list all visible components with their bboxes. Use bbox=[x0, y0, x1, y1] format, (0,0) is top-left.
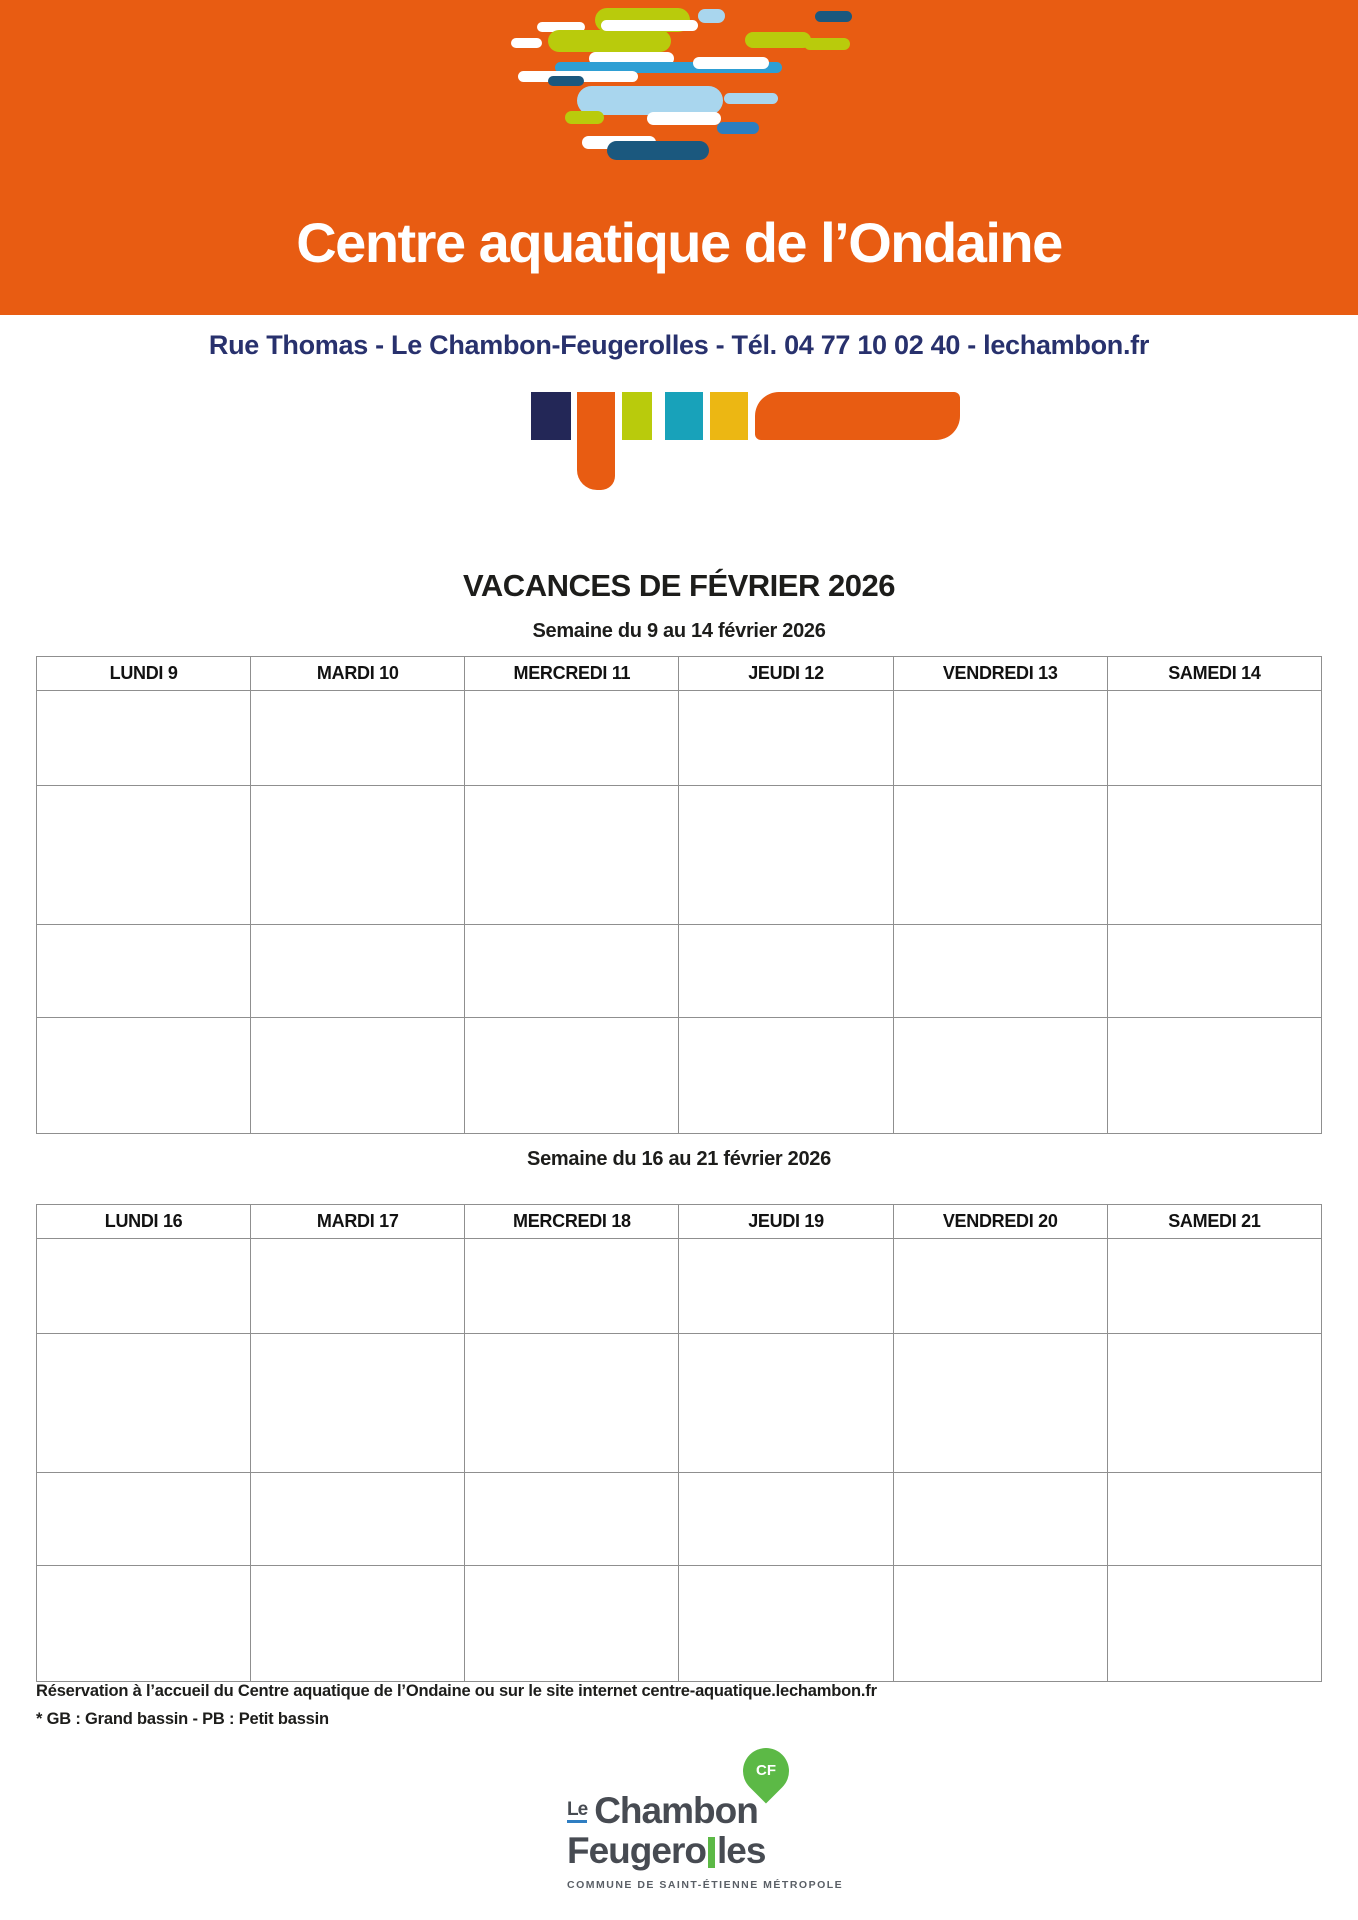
activity-line: Entrée piscine + 3,15€ bbox=[1138, 1429, 1291, 1445]
activity-line: 18h-19h bbox=[326, 1614, 389, 1633]
schedule-table bbox=[36, 656, 1322, 1134]
activity-cell bbox=[251, 1334, 465, 1473]
activity-line: PB* - BASKET bbox=[940, 1404, 1061, 1424]
activity-line: 17h45-19h15 bbox=[950, 950, 1051, 969]
activity-line: Entrée piscine bbox=[308, 904, 408, 920]
activity-cell bbox=[1107, 786, 1321, 925]
activity-line: Dès 16 ans bbox=[314, 1521, 401, 1540]
activity-line: AQUABIKE bbox=[953, 926, 1048, 946]
day-header: VENDREDI 13 bbox=[893, 657, 1107, 691]
activity-line: GB* - PARCOURS LUDIQUE bbox=[711, 787, 861, 830]
activity-line: 17h45-19h15 bbox=[735, 1498, 837, 1517]
activity-cell bbox=[251, 691, 465, 786]
activity-line: Dès 16 ans bbox=[100, 740, 187, 759]
activity-line: Entrée piscine + 3,15€ bbox=[924, 1312, 1077, 1328]
activity-line: 14h-16h30 bbox=[102, 1428, 185, 1447]
activity-line: Entrée piscine bbox=[950, 1452, 1050, 1468]
activity-line: Entrée piscine bbox=[308, 1661, 408, 1677]
activity-line: Dès 16 ans bbox=[528, 740, 615, 759]
day-header: MERCREDI 18 bbox=[465, 1205, 679, 1239]
activity-line: 11h15-13h15 bbox=[94, 717, 194, 736]
activity-line: Entrée piscine + 3,15€ bbox=[924, 997, 1077, 1013]
day-header: VENDREDI 20 bbox=[893, 1205, 1107, 1239]
activity-line: 17h45-19h15 bbox=[735, 950, 837, 969]
logo-art-pill bbox=[693, 57, 769, 69]
activity-line: 8 places bbox=[326, 1089, 390, 1108]
activity-line: 14h-16h30 bbox=[745, 880, 827, 899]
activity-cell bbox=[893, 1239, 1107, 1334]
logo-art-pill bbox=[815, 11, 852, 22]
activity-cell bbox=[679, 925, 893, 1018]
activity-line: Dès 16 ans bbox=[528, 1288, 615, 1307]
activity-line: Dès 16 ans bbox=[743, 1521, 830, 1540]
activity-line: Entrée piscine + 3,15€ bbox=[281, 1312, 434, 1328]
activity-line: 11h15-13h15 bbox=[950, 717, 1050, 736]
activity-line: AQUABIKE bbox=[524, 1241, 620, 1261]
activity-line: OU AQUA VOLLEY bbox=[278, 833, 437, 853]
activity-line: 11h15-13h15 bbox=[522, 1265, 622, 1284]
activity-line: Entrée piscine bbox=[522, 1417, 622, 1434]
activity-line: 14h-16h30 bbox=[102, 880, 185, 899]
logo-art-pill bbox=[647, 112, 721, 125]
empty-cell bbox=[679, 1566, 893, 1682]
activity-line: PB* - BASKET bbox=[83, 1404, 204, 1424]
empty-cell bbox=[893, 1018, 1107, 1134]
week-subtitle: Semaine du 16 au 21 février 2026 bbox=[527, 1148, 831, 1170]
day-header: SAMEDI 21 bbox=[1107, 1205, 1321, 1239]
activity-line: Entrée piscine bbox=[94, 904, 194, 920]
activity-line: Dès 16 ans bbox=[743, 973, 830, 992]
activity-cell bbox=[37, 925, 251, 1018]
activity-line: Dès 16 ans bbox=[314, 973, 401, 992]
activity-line: Dès 16 ans bbox=[743, 740, 830, 759]
activity-line: Entrée piscine + 3,15€ bbox=[67, 1312, 220, 1328]
logo-art-pill bbox=[717, 122, 759, 134]
activity-line: 14h-16h30 bbox=[317, 1428, 399, 1447]
empty-cell bbox=[37, 1018, 251, 1134]
activity-line: OU AQUA VOLLEY bbox=[707, 1381, 865, 1401]
activity-line: 11h15-13h15 bbox=[308, 1265, 408, 1284]
day-header: SAMEDI 14 bbox=[1107, 657, 1321, 691]
activity-line: Entrée piscine + 3,15€ bbox=[924, 764, 1077, 780]
logo-art-pill bbox=[724, 93, 778, 104]
empty-cell bbox=[465, 1018, 679, 1134]
activity-line: Entrée piscine + 3,15€ bbox=[67, 1545, 220, 1561]
activity-line: OU AQUA VOLLEY bbox=[278, 1381, 437, 1401]
activity-line: Entrée piscine + 3,15€ bbox=[67, 997, 220, 1013]
deco-shape bbox=[755, 392, 960, 440]
week-subtitle: Semaine du 9 au 14 février 2026 bbox=[532, 620, 826, 642]
address-line: Rue Thomas - Le Chambon-Feugerolles - Tél. 04 77 10 02 40 - lechambon.fr bbox=[208, 330, 1150, 360]
deco-shape bbox=[531, 392, 571, 440]
activity-line: PB* - BASKET bbox=[940, 856, 1061, 876]
activity-line: 14h-16h30 bbox=[959, 1428, 1041, 1447]
activity-line: 11h15-13h15 bbox=[736, 1265, 836, 1284]
activity-line: OU AQUA VOLLEY bbox=[921, 1381, 1080, 1401]
activity-line: Entrée piscine bbox=[522, 904, 622, 920]
activity-line: GB* - PARCOURS LUDIQUE bbox=[69, 1335, 219, 1378]
activity-line: Dès 16 ans bbox=[957, 1288, 1044, 1307]
activity-line: PB* - BASKET bbox=[83, 856, 204, 876]
activity-line: Dès 16 ans bbox=[957, 973, 1044, 992]
schedule-table bbox=[36, 1204, 1322, 1682]
activity-cell bbox=[465, 1239, 679, 1334]
header-band bbox=[0, 0, 1358, 315]
activity-line: Entrée piscine + 3,15€ bbox=[495, 1312, 648, 1328]
deco-shape bbox=[710, 392, 748, 440]
activity-line: Dès 16 ans bbox=[1171, 1405, 1258, 1424]
footer-legend-note: * GB : Grand bassin - PB : Petit bassin bbox=[36, 1710, 329, 1728]
activity-cell bbox=[37, 786, 251, 925]
logo-art-pill bbox=[548, 76, 584, 86]
activity-line: Entrée piscine bbox=[736, 1452, 836, 1468]
activity-line: 18h-19h bbox=[326, 1066, 389, 1085]
activity-line: AQUABIKE bbox=[310, 926, 405, 946]
activity-cell bbox=[251, 1018, 465, 1134]
activity-line: AQUABIKE bbox=[524, 693, 620, 713]
activity-line: GB* - PARCOURS LUDIQUE bbox=[925, 787, 1075, 830]
activity-cell bbox=[37, 1334, 251, 1473]
activity-line: Entrée piscine + 3,15€ bbox=[710, 1545, 863, 1561]
empty-cell bbox=[679, 1018, 893, 1134]
activity-line: Entrée piscine + 3,15€ bbox=[67, 764, 220, 780]
activity-line: Entrée piscine + 3,15€ bbox=[710, 997, 863, 1013]
activity-cell bbox=[37, 1473, 251, 1566]
activity-line: Entrée piscine + 3,15€ bbox=[710, 764, 863, 780]
deco-shape bbox=[665, 392, 703, 440]
empty-cell bbox=[1107, 1473, 1321, 1566]
logo-feugerolles-part: les bbox=[716, 1830, 766, 1871]
activity-line: 11h15-13h15 bbox=[736, 717, 836, 736]
activity-line: GB* - PARCOURS LUDIQUE bbox=[69, 787, 219, 830]
activity-cell bbox=[893, 691, 1107, 786]
activity-line: MEZZANINE bbox=[306, 1042, 410, 1062]
logo-line-chambon bbox=[567, 1790, 791, 1832]
activity-line: Entrée piscine bbox=[94, 1452, 194, 1468]
logo-art-pill bbox=[565, 111, 604, 124]
activity-line: Dès 16 ans bbox=[314, 1288, 401, 1307]
activity-line: PB* - BASKET bbox=[297, 856, 418, 876]
activity-cell bbox=[37, 691, 251, 786]
activity-line: Entrée piscine + 3,15€ bbox=[495, 764, 648, 780]
activity-line: OU AQUA VOLLEY bbox=[64, 833, 223, 853]
main-title: VACANCES DE FÉVRIER 2026 bbox=[463, 568, 895, 603]
activity-line: Dès 16 ans bbox=[100, 1521, 187, 1540]
activity-line: 17h45-19h15 bbox=[950, 1498, 1051, 1517]
activity-cell bbox=[465, 786, 679, 925]
logo-art-pill bbox=[511, 38, 542, 48]
activity-line: 14h-16h30 bbox=[531, 880, 613, 899]
chambon-logo-pin-icon bbox=[733, 1738, 798, 1803]
activity-line: 11h15-13h15 bbox=[950, 1265, 1050, 1284]
activity-line: GB* - PARCOURS LUDIQUE bbox=[283, 1335, 433, 1378]
logo-art-pill bbox=[601, 20, 698, 31]
activity-line: Entrée piscine + 3,15€ bbox=[710, 1312, 863, 1328]
activity-line: AQUABIKE bbox=[953, 693, 1048, 713]
page-title: Centre aquatique de l’Ondaine bbox=[296, 211, 1062, 274]
activity-line: Entrée piscine + 3,15€ bbox=[281, 1545, 434, 1561]
activity-cell bbox=[679, 691, 893, 786]
activity-line: 14h-16h30 bbox=[317, 880, 399, 899]
activity-line: Dès 16 ans bbox=[100, 973, 187, 992]
logo-art-pill bbox=[607, 141, 709, 160]
activity-line: OU AQUA VOLLEY bbox=[64, 1381, 223, 1401]
activity-line: Entrée piscine + 3,15€ bbox=[281, 764, 434, 780]
day-header: LUNDI 16 bbox=[37, 1205, 251, 1239]
activity-line: 11h15-13h15 bbox=[522, 717, 622, 736]
day-header: MARDI 17 bbox=[251, 1205, 465, 1239]
empty-cell bbox=[1107, 1018, 1321, 1134]
activity-line: GB* - PARCOURS LUDIQUE bbox=[283, 787, 433, 830]
logo-art-pill bbox=[548, 30, 671, 52]
activity-line: PB* - BASKET bbox=[726, 856, 846, 876]
activity-line: 8 places bbox=[326, 1637, 390, 1656]
activity-line: Entrée piscine bbox=[308, 1113, 408, 1129]
activity-line: 14h-16h30 bbox=[745, 1428, 827, 1447]
activity-cell bbox=[679, 1334, 893, 1473]
activity-line: LES BASES DU PILATES bbox=[253, 1567, 463, 1587]
empty-cell bbox=[1107, 691, 1321, 786]
activity-line: 17h45-19h15 bbox=[307, 1498, 408, 1517]
activity-line: 14h-16h30 bbox=[959, 880, 1041, 899]
activity-line: 17h45-19h15 bbox=[307, 950, 408, 969]
logo-line-feugerolles bbox=[567, 1830, 791, 1872]
logo-art-pill bbox=[804, 38, 850, 50]
logo-le: Le bbox=[567, 1799, 587, 1823]
activity-line: AQUABIKE bbox=[310, 1474, 405, 1494]
activity-cell bbox=[893, 786, 1107, 925]
activity-cell bbox=[251, 1239, 465, 1334]
activity-line: 17h45-19h15 bbox=[93, 950, 194, 969]
day-header: LUNDI 9 bbox=[37, 657, 251, 691]
activity-line: AQUABIKE bbox=[96, 1474, 191, 1494]
activity-line: LES BASES DU PILATES bbox=[253, 1019, 463, 1039]
pin-monogram: CF bbox=[756, 1762, 776, 1779]
activity-cell bbox=[1107, 1334, 1321, 1473]
activity-line: GB* - PARCOURS LUDIQUE bbox=[925, 1335, 1075, 1378]
activity-line: 13h30-16h15 bbox=[1164, 1382, 1265, 1401]
activity-line: AQUABIKE bbox=[310, 693, 405, 713]
activity-line: AQUABIKE bbox=[953, 1241, 1048, 1261]
day-header: MERCREDI 11 bbox=[465, 657, 679, 691]
activity-line: 13h30-16h15 bbox=[1164, 834, 1265, 853]
activity-line: Entrée piscine + 3,15€ bbox=[1138, 881, 1291, 897]
activity-cell bbox=[893, 1334, 1107, 1473]
activity-line: OU AQUA VOLLEY bbox=[921, 833, 1080, 853]
activity-line: Dès 16 ans bbox=[957, 1521, 1044, 1540]
footer-reservation-note: Réservation à l’accueil du Centre aquatique de l’Ondaine ou sur le site internet centre-aquatique.lechambon.fr bbox=[36, 1682, 877, 1700]
activity-line: PB* - BASKET bbox=[297, 1404, 418, 1424]
empty-cell bbox=[465, 1473, 679, 1566]
activity-line: AQUABIKE bbox=[738, 1474, 834, 1494]
deco-shape bbox=[577, 392, 615, 490]
activity-cell bbox=[679, 786, 893, 925]
activity-cell bbox=[465, 1334, 679, 1473]
empty-cell bbox=[465, 1566, 679, 1682]
empty-cell bbox=[1107, 925, 1321, 1018]
logo-chambon: Chambon bbox=[594, 1790, 758, 1831]
activity-line: Entrée piscine bbox=[736, 904, 836, 920]
activity-line: WATER-BALL bbox=[514, 1369, 630, 1390]
activity-line: AQUABIKE bbox=[738, 926, 834, 946]
activity-cell bbox=[679, 1473, 893, 1566]
activity-line: Entrée piscine bbox=[308, 1452, 408, 1468]
activity-line: Dès 16 ans bbox=[100, 1288, 187, 1307]
activity-cell bbox=[893, 925, 1107, 1018]
activity-line: Dès 16 ans bbox=[743, 1288, 830, 1307]
activity-cell bbox=[679, 1239, 893, 1334]
activity-line: OU AQUA VOLLEY bbox=[492, 833, 651, 853]
activity-cell bbox=[251, 1473, 465, 1566]
logo-art-pill bbox=[745, 32, 811, 48]
day-header: JEUDI 12 bbox=[679, 657, 893, 691]
activity-line: AQUABIKE bbox=[96, 926, 191, 946]
logo-subtitle: COMMUNE DE SAINT-ÉTIENNE MÉTROPOLE bbox=[567, 1879, 844, 1891]
activity-line: OU AQUA VOLLEY bbox=[707, 833, 865, 853]
activity-line: AQUABIKE bbox=[96, 693, 191, 713]
activity-line: Dès 16 ans bbox=[314, 740, 401, 759]
activity-line: PB* - BASKET bbox=[512, 856, 632, 876]
empty-cell bbox=[1107, 1566, 1321, 1682]
activity-cell bbox=[37, 1239, 251, 1334]
activity-cell bbox=[893, 1473, 1107, 1566]
empty-cell bbox=[893, 1566, 1107, 1682]
activity-line: 17h45-19h15 bbox=[93, 1498, 194, 1517]
activity-line: 11h15-13h15 bbox=[94, 1265, 194, 1284]
empty-cell bbox=[1107, 1239, 1321, 1334]
activity-line: Entrée piscine bbox=[950, 904, 1050, 920]
empty-cell bbox=[37, 1566, 251, 1682]
activity-cell bbox=[251, 786, 465, 925]
activity-line: Dès 16 ans bbox=[1171, 857, 1258, 876]
logo-feugerolles-part: Feugero bbox=[567, 1830, 706, 1871]
logo-art-pill bbox=[698, 9, 725, 23]
activity-line: GB* - PARCOURS LUDIQUE bbox=[497, 787, 647, 830]
activity-line: AQUABIKE bbox=[738, 1241, 834, 1261]
activity-cell bbox=[251, 925, 465, 1018]
activity-line: AQUABIKE bbox=[310, 1241, 405, 1261]
activity-cell bbox=[251, 1566, 465, 1682]
day-header: JEUDI 19 bbox=[679, 1205, 893, 1239]
activity-line: 11h15-13h15 bbox=[308, 717, 408, 736]
empty-cell bbox=[465, 925, 679, 1018]
activity-line: GB* - PARCOURS LUDIQUE bbox=[711, 1335, 861, 1378]
activity-line: AQUABIKE bbox=[953, 1474, 1048, 1494]
activity-line: AQUABIKE bbox=[1167, 810, 1262, 830]
activity-line: PB* - BASKET bbox=[726, 1404, 846, 1424]
activity-line: 13h30-16h30 bbox=[521, 1393, 622, 1413]
activity-line: MEZZANINE bbox=[306, 1590, 410, 1610]
activity-line: AQUABIKE bbox=[1167, 1358, 1262, 1378]
day-header: MARDI 10 bbox=[251, 657, 465, 691]
activity-line: Dès 16 ans bbox=[957, 740, 1044, 759]
footer-notes bbox=[36, 1682, 877, 1738]
activity-line: Entrée piscine + 3,15€ bbox=[281, 997, 434, 1013]
deco-shape bbox=[622, 392, 652, 440]
logo-green-bar-icon bbox=[708, 1837, 715, 1868]
activity-line: AQUABIKE bbox=[738, 693, 834, 713]
chambon-logo bbox=[567, 1748, 844, 1891]
activity-cell bbox=[465, 691, 679, 786]
activity-line: AQUABIKE bbox=[96, 1241, 191, 1261]
activity-line: Entrée piscine + 3,15€ bbox=[924, 1545, 1077, 1561]
